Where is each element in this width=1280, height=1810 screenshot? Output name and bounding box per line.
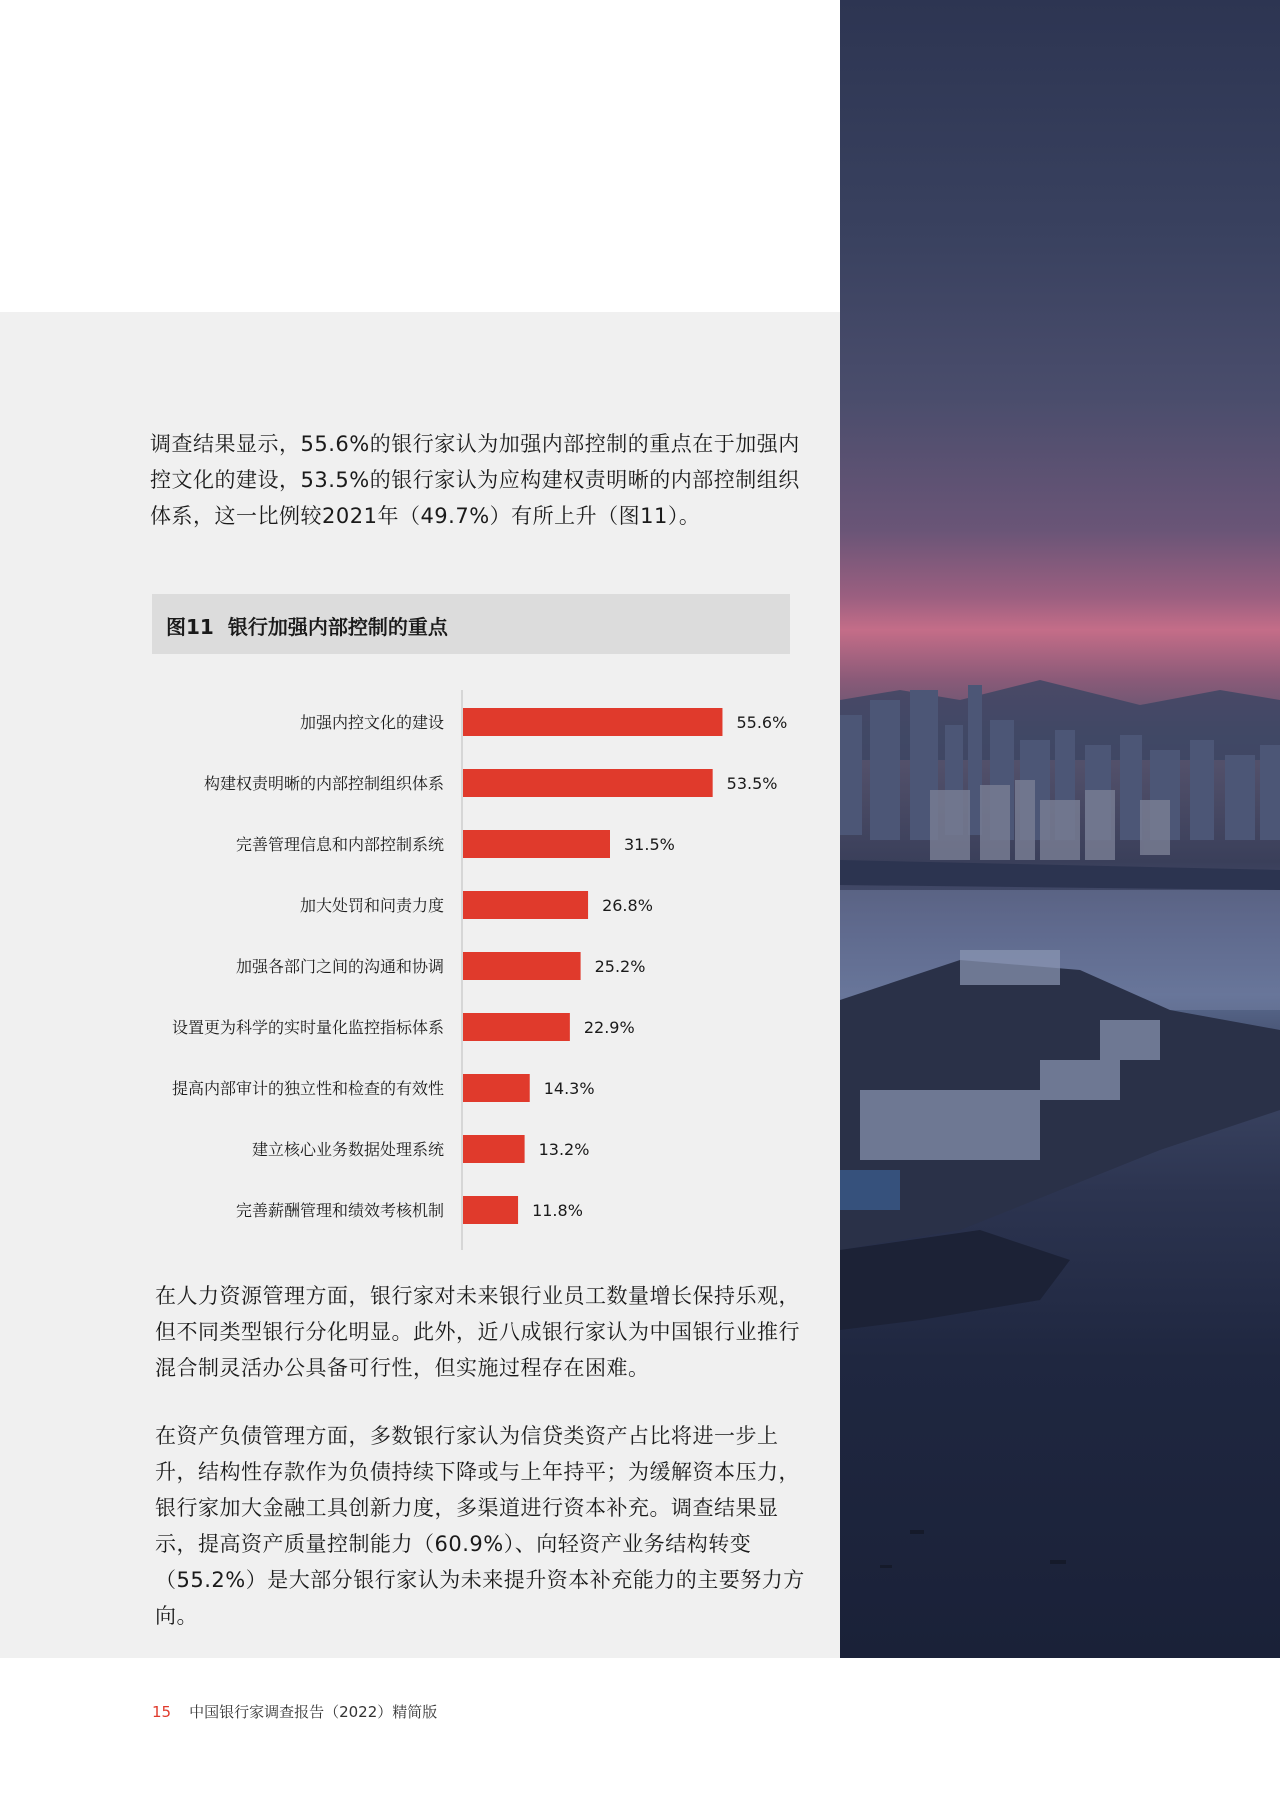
page-number: 15 <box>152 1703 172 1721</box>
value-label: 55.6% <box>736 713 788 732</box>
category-label: 完善薪酬管理和绩效考核机制 <box>235 1201 444 1220</box>
category-label: 提高内部审计的独立性和检查的有效性 <box>171 1079 444 1098</box>
bar <box>463 1074 530 1102</box>
bar <box>463 952 581 980</box>
value-label: 13.2% <box>538 1140 590 1159</box>
bar <box>463 830 610 858</box>
cityscape-illustration <box>840 0 1280 1658</box>
report-title: 中国银行家调查报告（2022）精简版 <box>189 1703 438 1721</box>
bar <box>463 1013 570 1041</box>
cityscape-photo <box>840 0 1280 1658</box>
alm-paragraph: 在资产负债管理方面，多数银行家认为信贷类资产占比将进一步上升，结构性存款作为负债持续下降或与上年持平；为缓解资本压力，银行家加大金融工具创新力度，多渠道进行资本补充。调查结果显示，提高资产质量控制能力（60.9%）、向轻资产业务结构转变（55.2%）是大部分银行家认为未来提升资本补充能力的主要努力方向。 <box>155 1424 805 1628</box>
bar <box>463 1196 518 1224</box>
figure-title-bar <box>152 594 790 654</box>
category-label: 完善管理信息和内部控制系统 <box>235 835 444 854</box>
value-label: 25.2% <box>594 957 646 976</box>
category-label: 加强各部门之间的沟通和协调 <box>235 957 444 976</box>
bar-chart <box>140 690 820 1250</box>
category-label: 加强内控文化的建设 <box>299 713 444 732</box>
value-label: 26.8% <box>602 896 653 915</box>
bar-chart-svg <box>140 690 820 1250</box>
bar <box>463 708 722 736</box>
category-label: 建立核心业务数据处理系统 <box>251 1140 444 1159</box>
value-label: 31.5% <box>624 835 675 854</box>
category-label: 构建权责明晰的内部控制组织体系 <box>203 774 444 793</box>
figure-number: 图11 <box>166 615 214 639</box>
bar <box>463 891 588 919</box>
value-label: 22.9% <box>583 1018 635 1037</box>
value-label: 14.3% <box>543 1079 595 1098</box>
page-footer <box>152 1701 437 1722</box>
value-label: 11.8% <box>532 1201 583 1220</box>
value-label: 53.5% <box>726 774 778 793</box>
category-label: 加大处罚和问责力度 <box>299 896 444 915</box>
hr-paragraph: 在人力资源管理方面，银行家对未来银行业员工数量增长保持乐观，但不同类型银行分化明显。此外，近八成银行家认为中国银行业推行混合制灵活办公具备可行性，但实施过程存在困难。 <box>155 1284 800 1380</box>
figure-title: 银行加强内部控制的重点 <box>227 615 448 639</box>
bar <box>463 1135 525 1163</box>
intro-paragraph: 调查结果显示，55.6%的银行家认为加强内部控制的重点在于加强内控文化的建设，53.5%的银行家认为应构建权责明晰的内部控制组织体系，这一比例较2021年（49.7%）有所上升（图11）。 <box>150 432 800 528</box>
bar <box>463 769 713 797</box>
category-label: 设置更为科学的实时量化监控指标体系 <box>171 1018 444 1037</box>
